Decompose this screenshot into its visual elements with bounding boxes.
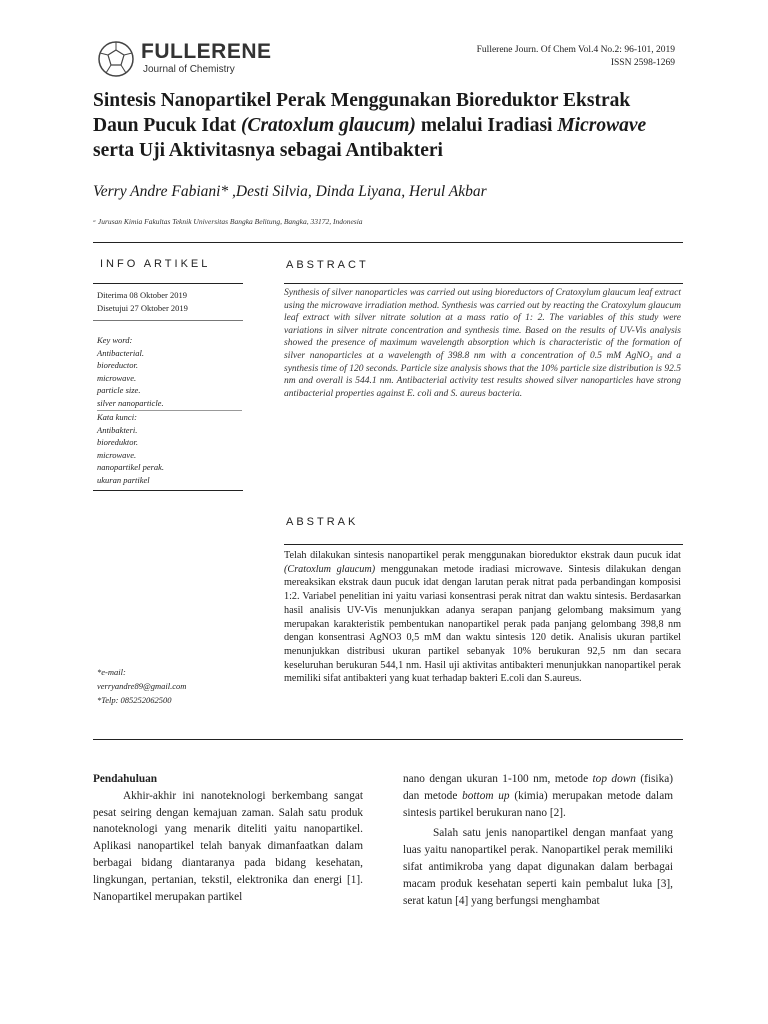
divider [284, 544, 683, 545]
contact-block [97, 665, 186, 707]
katakunci-item: Antibakteri. [97, 424, 138, 435]
title-line-1: Sintesis Nanopartikel Perak Menggunakan Bioreduktor Ekstrak [93, 90, 631, 111]
intro-paragraph-1: Akhir-akhir ini nanoteknologi berkembang sangat pesat seiring dengan kemajuan zaman. Salah satu produk nanoteknologi yang menarik diteliti yaitu nanopartikel. Aplikasi nanopartikel telah banyak dimanfaatkan dalam berbagai bidang diantaranya pada bidang kesehatan, lingkungan, pertanian, tekstil, elektronika dan energi [1]. Nanopartikel merupakan partikel [93, 789, 363, 903]
keyword-item: particle size. [97, 385, 141, 395]
title-part: melalui Iradiasi [415, 115, 558, 136]
divider [93, 242, 683, 243]
intro-left-column [93, 771, 363, 905]
katakunci-item: nanopartikel perak. [97, 462, 165, 472]
paper-title [93, 88, 683, 163]
received-date: Diterima 08 Oktober 2019 [97, 290, 187, 300]
keyword-item: Antibacterial. [97, 347, 144, 358]
abstrak-part: Telah dilakukan sintesis nanopartikel perak menggunakan bioreduktor ekstrak daun pucuk idat [284, 550, 681, 561]
para-part: (fisika) dan metode [403, 773, 673, 802]
logo-subtitle: Journal of Chemistry [143, 64, 235, 75]
title-line-2 [93, 113, 683, 138]
title-line-3: serta Uji Aktivitasnya sebagai Antibakteri [93, 140, 443, 161]
keyword-item: bioreductor. [97, 360, 139, 370]
journal-citation [477, 44, 675, 70]
title-species: (Cratoxlum glaucum) [240, 115, 416, 136]
katakunci-item: microwave. [97, 449, 137, 460]
intro-paragraph-cont [403, 771, 673, 821]
katakunci-item: ukuran partikel [97, 474, 150, 485]
divider [284, 283, 683, 284]
accepted-date: Disetujui 27 Oktober 2019 [97, 302, 188, 313]
divider [93, 490, 243, 491]
abstrak-part: menggunakan metode iradiasi microwave. Sintesis dilakukan dengan mereaksikan ekstrak daun pucuk idat dengan larutan perak nitrat pada perbandingan komposisi 1:2. Variabel penelitian ini yaitu variasi konsentrasi perak nitrat dan waktu sintesis. Berdasarkan hasil analisis UV-Vis menunjukkan adanya serapan panjang gelombang maksimum yang merupakan karakteristik pembentukan nanopartikel perak pada panjang gelombang 398,8 nm dengan konsentrasi AgNO3 0,5 mM dan waktu sintesis 120 detik. Analisis ukuran partikel menunjukkan distribusi ukuran partikel sebanyak 10% berukuran 92,5 nm dan secara keseluruhan berukuran 544,1 nm. Hasil uji aktivitas antibakteri menunjukkan nanopartikel perak memiliki sifat antibakteri yang kuat terhadap bakteri E.coli dan S.aureus. [284, 563, 682, 685]
citation-line: Fullerene Journ. Of Chem Vol.4 No.2: 96-101, 2019 [476, 45, 675, 55]
para-part: nano dengan ukuran 1-100 nm, metode [403, 773, 593, 785]
keyword-item: silver nanoparticle. [97, 397, 164, 408]
katakunci-item: bioreduktor. [97, 437, 139, 447]
info-heading: INFO ARTIKEL [100, 258, 211, 270]
logo-name: FULLERENE [141, 40, 272, 63]
keyword-label: Key word: [97, 335, 133, 345]
abstract-heading: ABSTRACT [286, 259, 369, 271]
telephone: *Telp: 085252062500 [97, 695, 172, 705]
keywords-block [97, 334, 164, 409]
divider [93, 739, 683, 740]
authors: Verry Andre Fabiani* ,Desti Silvia, Dinda Liyana, Herul Akbar [93, 183, 487, 200]
katakunci-block [97, 411, 164, 486]
email-address[interactable]: verryandre89@gmail.com [97, 681, 187, 691]
title-microwave: Microwave [557, 115, 647, 136]
journal-logo [97, 40, 272, 80]
fullerene-logo-icon [97, 40, 135, 78]
intro-right-column [403, 771, 673, 909]
katakunci-label: Kata kunci: [97, 412, 137, 422]
keyword-item: microwave. [97, 372, 137, 383]
abstrak-heading: ABSTRAK [286, 516, 359, 528]
affiliation: ᵃ Jurusan Kimia Fakultas Teknik Universitas Bangka Belitung, Bangka, 33172, Indonesia [93, 217, 363, 226]
issn-line: ISSN 2598-1269 [610, 58, 675, 68]
para-part: (kimia) merupakan metode dalam sintesis partikel berukuran nano [2]. [403, 789, 673, 819]
intro-paragraph-2: Salah satu jenis nanopartikel dengan manfaat yang luas yaitu nanopartikel perak. Nanopartikel perak memiliki sifat antimikroba yang dapat digunakan dalam berbagai macam produk kesehatan seperti kain pembalut luka [3], serat katun [4] yang berfungsi menghambat [403, 827, 673, 907]
article-dates [97, 289, 188, 314]
para-term: top down [592, 773, 636, 785]
title-part: Daun Pucuk Idat [93, 115, 241, 136]
abstrak-species: (Cratoxlum glaucum) [284, 563, 376, 575]
abstrak-text [284, 549, 681, 686]
divider [93, 320, 243, 321]
email-label: *e-mail: [97, 667, 126, 677]
para-term: bottom up [462, 789, 510, 802]
section-heading: Pendahuluan [93, 773, 158, 785]
abstract-text: Synthesis of silver nanoparticles was carried out using bioreductors of Cratoxylum glaucum leaf extract using the microwave irradiation method. Synthesis was carried out by reacting the Cratoxylum glaucum leaf extract with silver nitrate solution at a mass ratio of 1: 2. The variables of this study were variations in silver nitrate concentration and synthesis time. Based on the results of UV-Vis analysis showed the presence of maximum wavelength absorption which is characteristic of the formation of silver nanoparticles at a wavelength of 398.8 nm with a concentration of 0.5 mM AgNO₃ and a synthesis time of 120 seconds. Particle size analysis shows that the 10% particle size distribution is 92.5 nm and overall is 544.1 nm. Antibacterial activity test results showed silver nanoparticles have strong antibacterial properties against E. coli and S. aureus bacteria. [284, 288, 681, 399]
divider [93, 283, 243, 284]
